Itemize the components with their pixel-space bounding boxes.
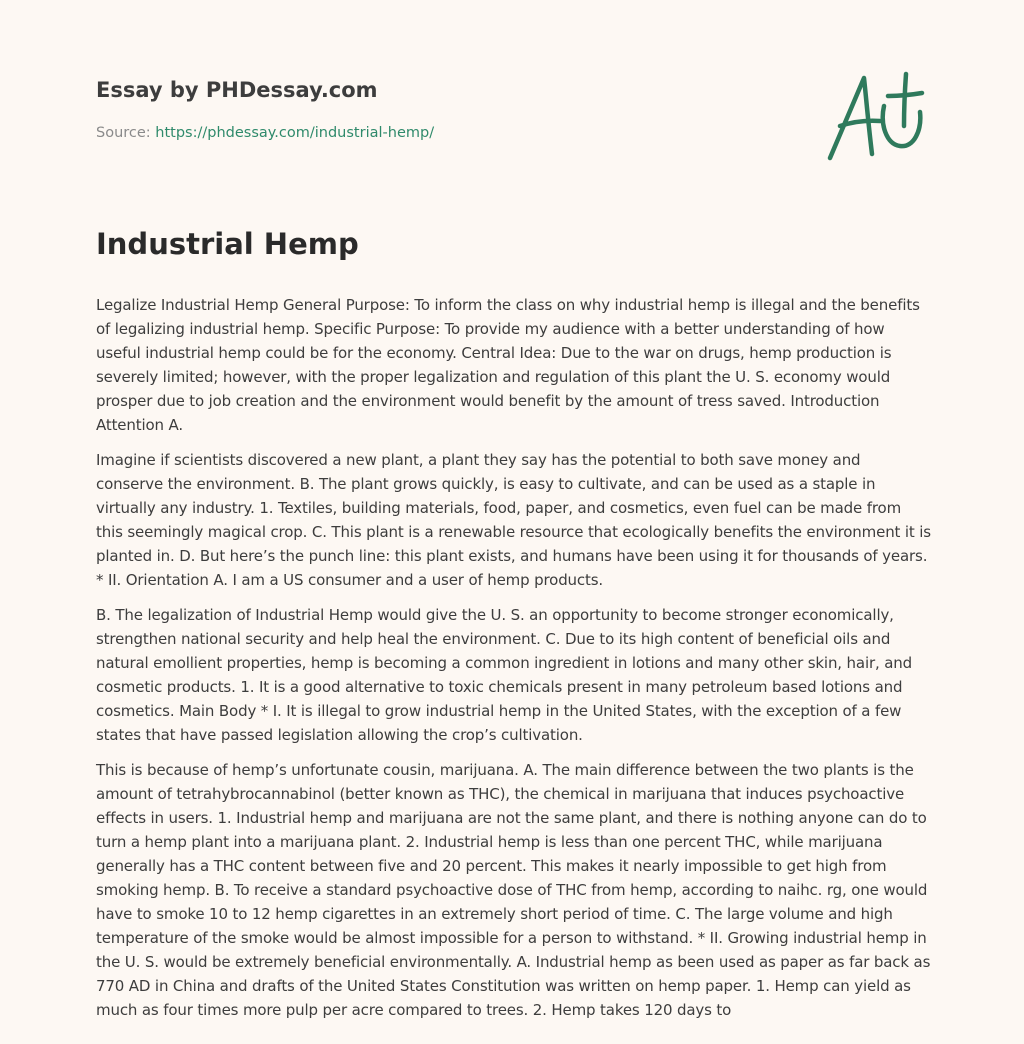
essay-paragraph: Legalize Industrial Hemp General Purpose: To inform the class on why industrial hemp is illegal and the benefits of legalizing industrial hemp. Specific Purpose: To provide my audience with a better understanding of how useful industrial hemp could be for the economy. Central Idea: Due to the war on drugs, hemp production is severely limited; however, with the proper legalization and regulation of this plant the U. S. economy would prosper due to job creation and the environment would benefit by the amount of tress saved. Introduction Attention A. [96, 296, 920, 434]
essay-paragraph: Imagine if scientists discovered a new plant, a plant they say has the potential to both save money and conserve the environment. B. The plant grows quickly, is easy to cultivate, and can be used as a staple in virtually any industry. 1. Textiles, building materials, food, paper, and cosmetics, even fuel can be made from this seemingly magical crop. C. This plant is a renewable resource that ecologically benefits the environment it is planted in. D. But here’s the punch line: this plant exists, and humans have been using it for thousands of years. * II. Orientation A. I am a US consumer and a user of hemp products. [96, 451, 931, 589]
source-link[interactable]: https://phdessay.com/industrial-hemp/ [155, 125, 435, 141]
page-header [96, 76, 736, 143]
essay-paragraph: This is because of hemp’s unfortunate cousin, marijuana. A. The main difference between the two plants is the amount of tetrahybrocannabinol (better known as THC), the chemical in marijuana that induces psychoactive effects in users. 1. Industrial hemp and marijuana are not the same plant, and there is nothing anyone can do to turn a hemp plant into a marijuana plant. 2. Industrial hemp is less than one percent THC, while marijuana generally has a THC content between five and 20 percent. This makes it nearly impossible to get high from smoking hemp. B. To receive a standard psychoactive dose of THC from hemp, according to naihc. rg, one would have to smoke 10 to 12 hemp cigarettes in an extremely short period of time. C. The large volume and high temperature of the smoke would be almost impossible for a person to withstand. * II. Growing industrial hemp in the U. S. would be extremely beneficial environmentally. A. Industrial hemp as been used as paper as far back as 770 AD in China and drafts of the United States Constitution was written on hemp paper. 1. Hemp can yield as much as four times more pulp per acre compared to trees. 2. Hemp takes 120 days to [96, 761, 931, 1019]
site-title: Essay by PHDessay.com [96, 78, 378, 102]
essay-content [96, 222, 932, 1033]
essay-title: Industrial Hemp [96, 227, 359, 261]
a-plus-logo-icon [822, 66, 932, 166]
source-line [96, 123, 736, 143]
source-label: Source: [96, 125, 156, 141]
essay-paragraph: B. The legalization of Industrial Hemp would give the U. S. an opportunity to become stronger economically, strengthen national security and help heal the environment. C. Due to its high content of beneficial oils and natural emollient properties, hemp is becoming a common ingredient in lotions and many other skin, hair, and cosmetic products. 1. It is a good alternative to toxic chemicals present in many petroleum based lotions and cosmetics. Main Body * I. It is illegal to grow industrial hemp in the United States, with the exception of a few states that have passed legislation allowing the crop’s cultivation. [96, 606, 912, 744]
